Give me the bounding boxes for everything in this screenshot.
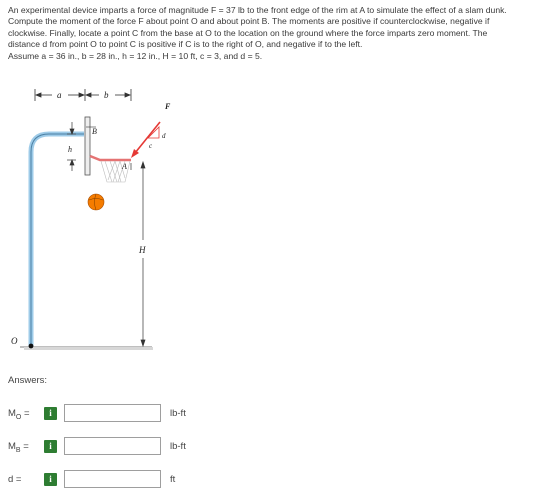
label-c: c bbox=[149, 142, 153, 150]
label-F: F bbox=[165, 102, 171, 111]
basketball bbox=[88, 194, 104, 210]
problem-line-4: distance d from point O to point C is positive if C is to the right of O, and negative if to the left. bbox=[8, 39, 363, 50]
info-icon[interactable]: i bbox=[44, 407, 57, 420]
problem-line-2: Compute the moment of the force F about point O and about point B. The moments are positive if counterclockwise, negative if bbox=[8, 16, 490, 27]
label-A: A bbox=[122, 162, 127, 171]
point-O bbox=[29, 344, 34, 349]
answer-row-d bbox=[0, 468, 556, 492]
hoop-pole bbox=[31, 134, 84, 346]
force-arrow bbox=[131, 122, 160, 158]
answer-row-mb bbox=[0, 435, 556, 459]
ground-hatch bbox=[24, 347, 153, 350]
label-h: h bbox=[68, 145, 72, 154]
problem-line-5: Assume a = 36 in., b = 28 in., h = 12 in., H = 10 ft, c = 3, and d = 5. bbox=[8, 50, 263, 61]
label-O: O bbox=[11, 336, 18, 346]
label-b: b bbox=[104, 90, 109, 100]
mo-label: $M_O$ = bbox=[8, 408, 30, 421]
mo-input[interactable] bbox=[64, 404, 161, 422]
label-a: a bbox=[57, 90, 62, 100]
problem-line-1: An experimental device imparts a force of magnitude F = 37 lb to the front edge of the rim at A to simulate the effect of a slam dunk. bbox=[8, 5, 507, 15]
rim bbox=[90, 156, 131, 160]
info-icon[interactable]: i bbox=[44, 473, 57, 486]
dimension-a-b bbox=[35, 89, 131, 101]
slope-triangle bbox=[148, 127, 159, 138]
mb-label: $M_B$ = bbox=[8, 441, 29, 454]
d-label: d = bbox=[8, 474, 22, 485]
label-d: d bbox=[162, 132, 166, 140]
info-icon[interactable]: i bbox=[44, 440, 57, 453]
mb-input[interactable] bbox=[64, 437, 161, 455]
d-input[interactable] bbox=[64, 470, 161, 488]
d-unit: ft bbox=[170, 474, 176, 485]
problem-line-3: clockwise. Finally, locate a point C from the base at O to the location on the ground where the force imparts zero moment. The bbox=[8, 27, 488, 38]
label-H: H bbox=[139, 245, 146, 255]
mo-unit: lb-ft bbox=[170, 408, 186, 419]
backboard bbox=[85, 117, 90, 175]
answer-row-mo bbox=[0, 402, 556, 426]
label-B: B bbox=[92, 127, 97, 136]
mb-unit: lb-ft bbox=[170, 441, 186, 452]
answers-heading: Answers: bbox=[8, 375, 48, 386]
